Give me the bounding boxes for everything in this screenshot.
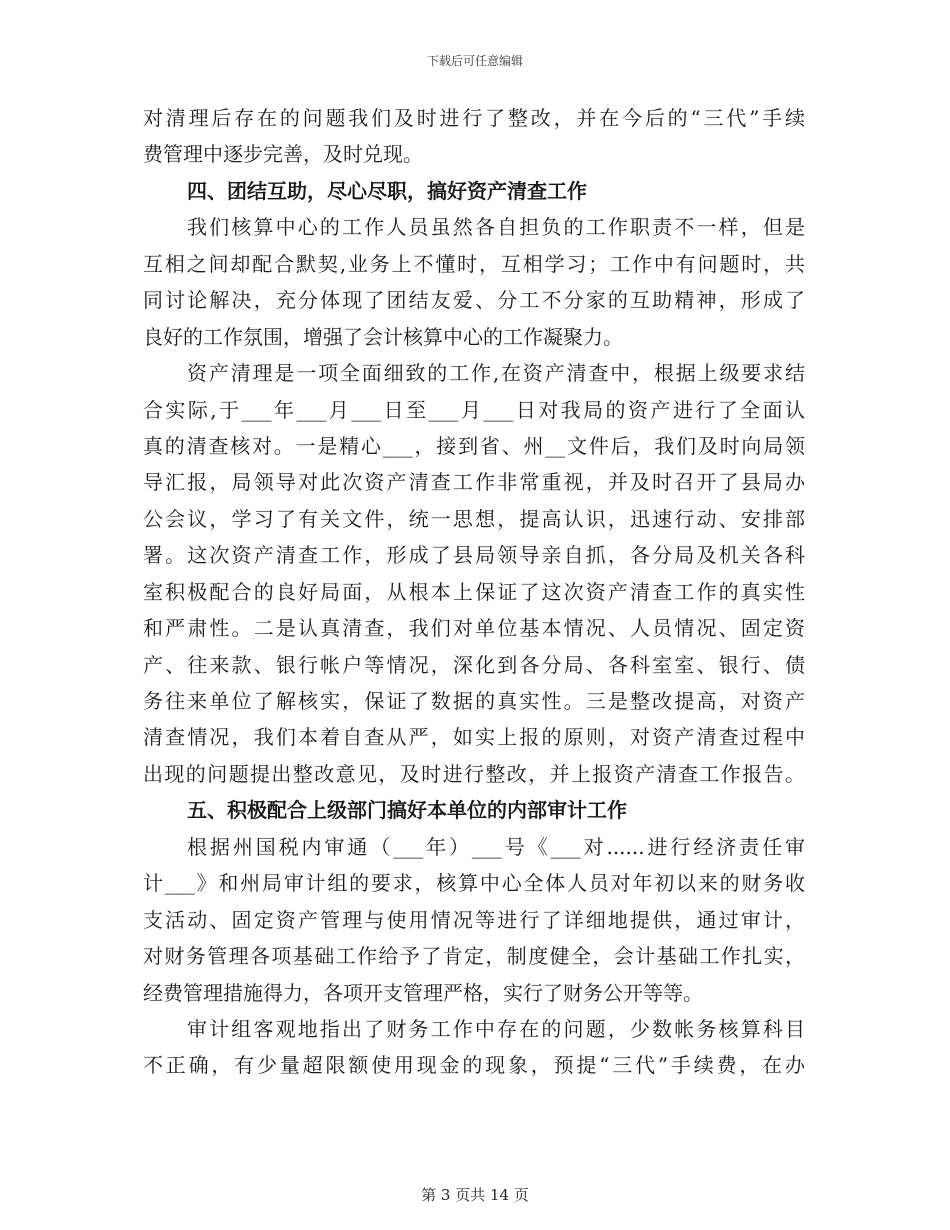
text-line: 公会议，学习了有关文件，统一思想，提高认识，迅速行动、安排部: [143, 506, 805, 531]
text-line: 清查情况，我们本着自查从严，如实上报的原则，对资产清查过程中: [143, 725, 805, 750]
text-line: 资产清理是一项全面细致的工作,在资产清查中，根据上级要求结: [187, 361, 805, 386]
text-line: 互相之间却配合默契,业务上不懂时，互相学习；工作中有问题时，共: [143, 251, 805, 276]
text-line: 真的清查核对。一是精心___，接到省、州__文件后，我们及时向局领: [143, 433, 805, 458]
text-line: 和严肃性。二是认真清查，我们对单位基本情况、人员情况、固定资: [143, 616, 805, 641]
text-line: 对财务管理各项基础工作给予了肯定，制度健全，会计基础工作扎实，: [143, 944, 805, 969]
page-footer: 第 3 页共 14 页: [421, 1186, 529, 1204]
section-heading: 五、积极配合上级部门搞好本单位的内部审计工作: [187, 798, 627, 823]
text-line: 产、往来款、银行帐户等情况，深化到各分局、各科室室、银行、债: [143, 652, 805, 677]
text-line: 对清理后存在的问题我们及时进行了整改，并在今后的“三代”手续: [143, 106, 805, 130]
text-line: 不正确，有少量超限额使用现金的现象，预提“三代”手续费，在办: [143, 1053, 805, 1078]
text-line: 经费管理措施得力，各项开支管理严格，实行了财务公开等等。: [143, 980, 703, 1005]
text-line: 根据州国税内审通（___年）___号《___对......进行经济责任审: [187, 834, 805, 859]
text-line: 审计组客观地指出了财务工作中存在的问题，少数帐务核算科目: [187, 1016, 805, 1041]
text-line: 署。这次资产清查工作，形成了县局领导亲自抓，各分局及机关各科: [143, 543, 805, 568]
text-line: 费管理中逐步完善，及时兑现。: [143, 142, 423, 167]
page-header: 下载后可任意编辑: [426, 54, 523, 68]
text-line: 良好的工作氛围，增强了会计核算中心的工作凝聚力。: [143, 324, 623, 349]
text-line: 我们核算中心的工作人员虽然各自担负的工作职责不一样，但是: [187, 215, 805, 240]
text-line: 室积极配合的良好局面，从根本上保证了这次资产清查工作的真实性: [143, 579, 805, 604]
document-body: [143, 100, 805, 1084]
text-line: 支活动、固定资产管理与使用情况等进行了详细地提供，通过审计，: [143, 907, 805, 932]
text-line: 导汇报，局领导对此次资产清查工作非常重视，并及时召开了县局办: [143, 470, 805, 495]
text-line: 出现的问题提出整改意见，及时进行整改，并上报资产清查工作报告。: [143, 761, 805, 786]
text-line: 同讨论解决，充分体现了团结友爱、分工不分家的互助精神，形成了: [143, 288, 805, 313]
text-line: 合实际,于___年___月___日至___月___日对我局的资产进行了全面认: [143, 397, 805, 422]
text-line: 务往来单位了解核实，保证了数据的真实性。三是整改提高，对资产: [143, 689, 805, 713]
section-heading: 四、团结互助，尽心尽职，搞好资产清查工作: [187, 178, 587, 203]
text-line: 计___》和州局审计组的要求，核算中心全体人员对年初以来的财务收: [143, 871, 805, 896]
